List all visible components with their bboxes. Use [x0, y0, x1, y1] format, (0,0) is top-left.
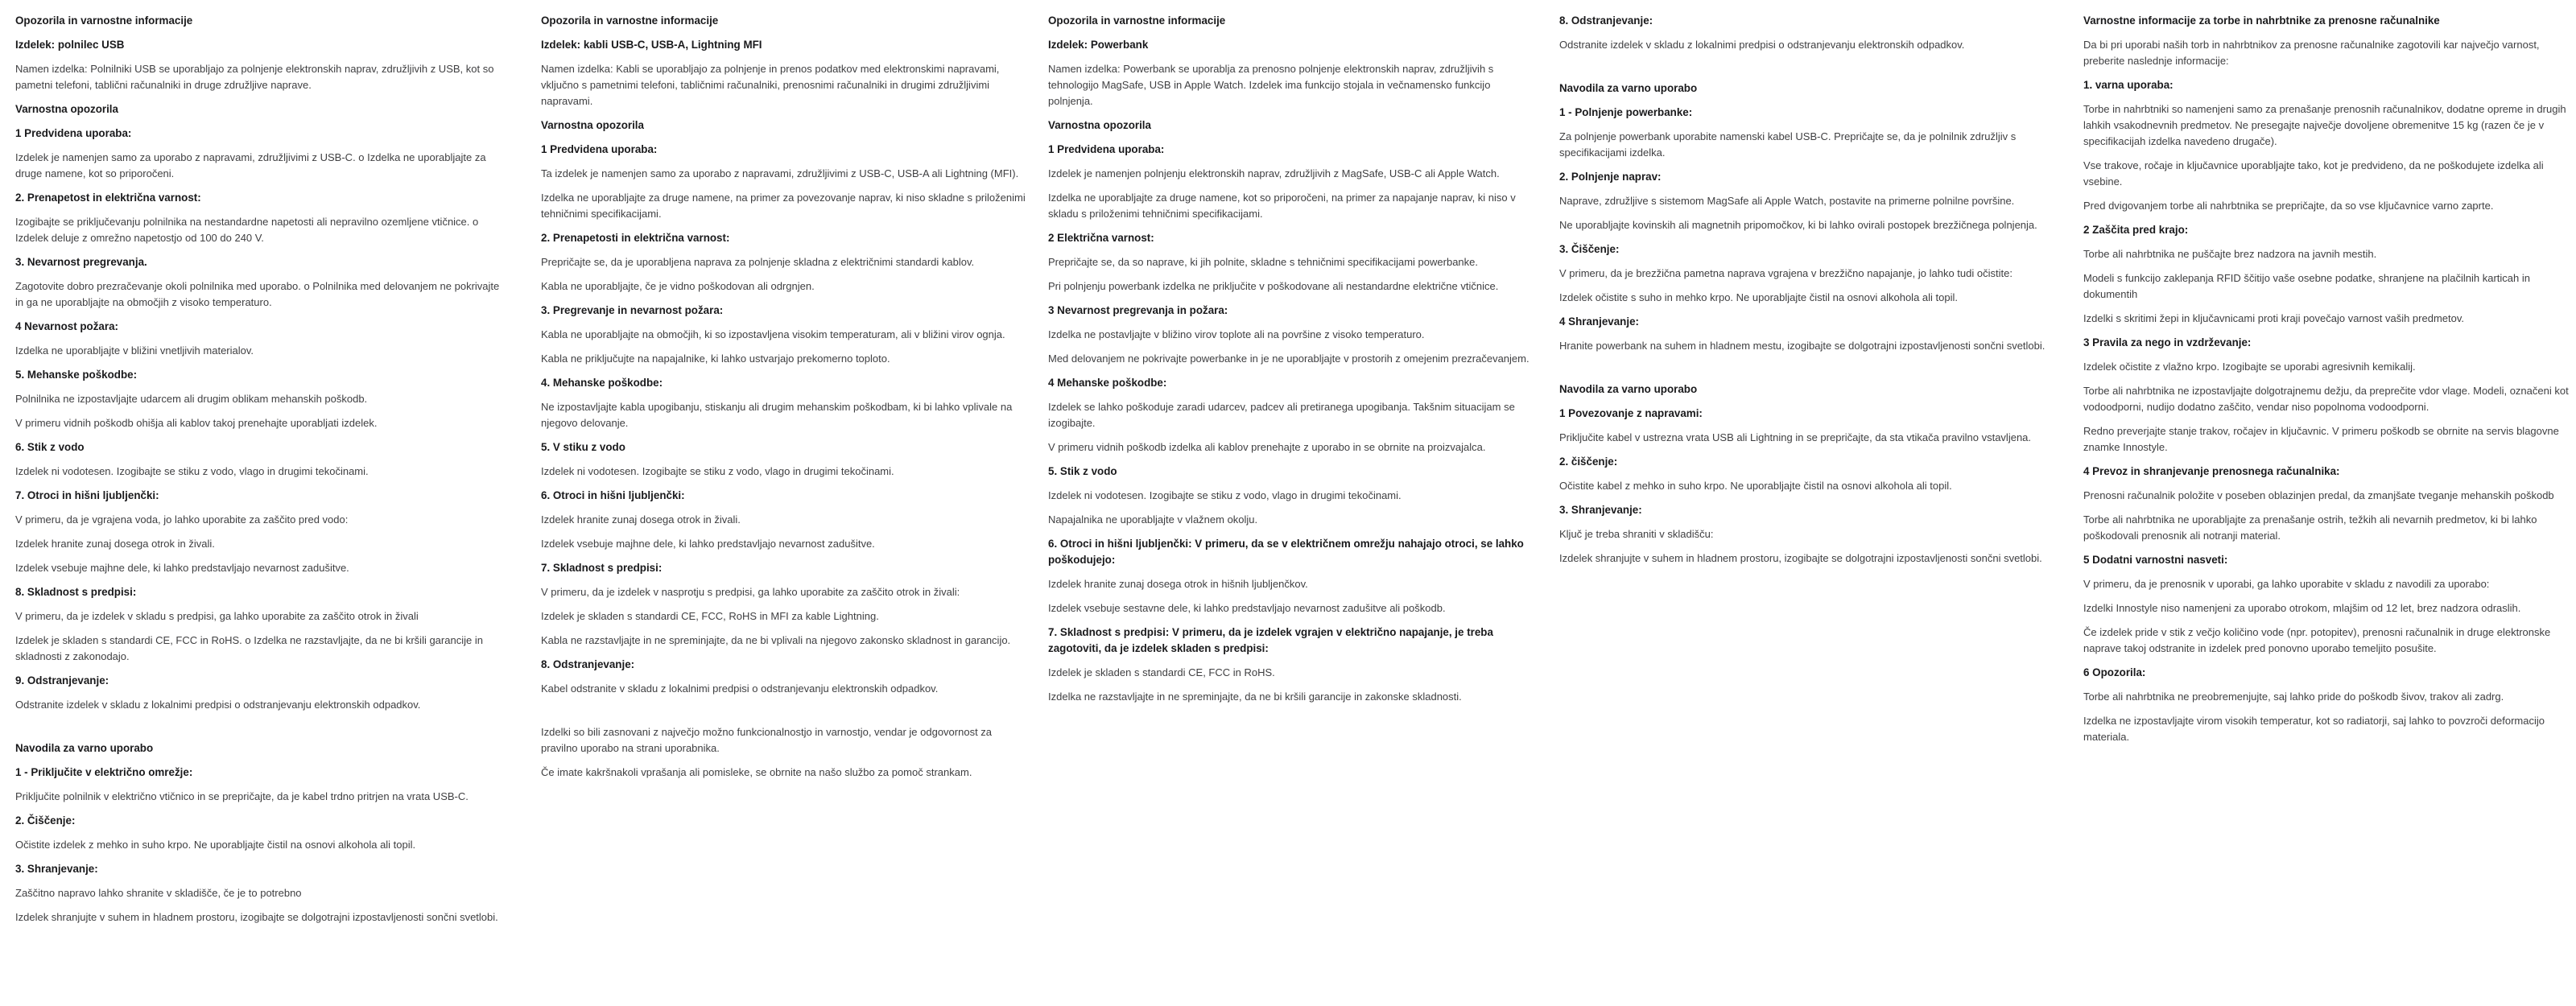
heading: 6. Stik z vodo	[15, 441, 85, 453]
heading: Varnostna opozorila	[15, 103, 118, 115]
heading: 5. Mehanske poškodbe:	[15, 369, 138, 381]
heading: 3 Pravila za nego in vzdrževanje:	[2083, 336, 2252, 348]
heading: 5. V stiku z vodo	[541, 441, 625, 453]
paragraph: Izdelka ne uporabljajte za druge namene, kot so priporočeni, na primer za napajanje naprav, ki niso v skladu s priloženimi tehničnimi specifikacijami.	[1048, 192, 1516, 220]
heading: 1 Predvidena uporaba:	[15, 127, 132, 139]
paragraph: Torbe ali nahrbtnika ne uporabljajte za prenašanje ostrih, težkih ali nevarnih predmetov, ki bi lahko poškodovali prenosnik ali notranji material.	[2083, 513, 2537, 542]
heading: 8. Odstranjevanje:	[541, 658, 635, 670]
paragraph: Izdelki s skritimi žepi in ključavnicami proti kraji povečajo varnost vaših predmetov.	[2083, 312, 2464, 324]
paragraph: Pri polnjenju powerbank izdelka ne priključite v poškodovane ali nestandardne električne vtičnice.	[1048, 280, 1499, 292]
paragraph: Izdelek se lahko poškoduje zaradi udarcev, padcev ali pretiranega upogibanja. Takšnim situacijam se izogibajte.	[1048, 401, 1515, 429]
heading: 3. Shranjevanje:	[15, 863, 98, 875]
column-powerbank	[1048, 13, 1536, 713]
paragraph: Torbe ali nahrbtnika ne izpostavljajte dolgotrajnemu dežju, da preprečite vdor vlage. Modeli, označeni kot vodoodporni, nudijo dodatno zaščito, vendar niso popolnoma vodoodporni.	[2083, 385, 2569, 413]
paragraph: Za polnjenje powerbank uporabite namenski kabel USB-C. Prepričajte se, da je polnilnik združljiv s specifikacijami izdelka.	[1559, 130, 2017, 159]
column-usb-charger	[15, 13, 503, 934]
paragraph: Zaščitno napravo lahko shranite v skladišče, če je to potrebno	[15, 887, 302, 899]
paragraph: Izdelek hranite zunaj dosega otrok in živali.	[541, 513, 741, 526]
paragraph: Izdelek shranjujte v suhem in hladnem prostoru, izogibajte se dolgotrajni izpostavljenosti sončni svetlobi.	[1559, 552, 2042, 564]
paragraph: Izdelek je skladen s standardi CE, FCC in RoHS.	[1048, 666, 1275, 678]
paragraph: Izdelek očistite z vlažno krpo. Izogibajte se uporabi agresivnih kemikalij.	[2083, 361, 2416, 373]
heading: 4. Mehanske poškodbe:	[541, 377, 663, 389]
heading: Navodila za varno uporabo	[1559, 82, 1698, 94]
paragraph: Prenosni računalnik položite v poseben oblazinjen predal, da zmanjšate tveganje mehanskih poškodb	[2083, 489, 2554, 501]
paragraph: V primeru vidnih poškodb ohišja ali kablov takoj prenehajte uporabljati izdelek.	[15, 417, 378, 429]
paragraph: Izdelek ni vodotesen. Izogibajte se stiku z vodo, vlago in drugimi tekočinami.	[541, 465, 894, 477]
column-laptop-bags	[2083, 13, 2571, 753]
paragraph: Ta izdelek je namenjen samo za uporabo z napravami, združljivimi z USB-C, USB-A ali Lightning (MFI).	[541, 167, 1019, 179]
paragraph: Izdelka ne razstavljajte in ne spreminjajte, da ne bi kršili garancije in zakonske skladnosti.	[1048, 691, 1462, 703]
paragraph: Zagotovite dobro prezračevanje okoli polnilnika med uporabo. o Polnilnika med delovanjem ne pokrivajte in ga ne uporabljajte na območjih z visoko temperaturo.	[15, 280, 500, 308]
heading: 3. Shranjevanje:	[1559, 504, 1642, 516]
paragraph: Ključ je treba shraniti v skladišču:	[1559, 528, 1714, 540]
column-powerbank-and-cable-instructions	[1559, 13, 2047, 575]
section-gap	[1559, 61, 2047, 80]
paragraph: Izdelka ne uporabljajte za druge namene, na primer za povezovanje naprav, ki niso skladne s priloženimi tehničnimi specifikacijami.	[541, 192, 1026, 220]
paragraph: V primeru, da je vgrajena voda, jo lahko uporabite za zaščito pred vodo:	[15, 513, 349, 526]
heading: 1 Predvidena uporaba:	[1048, 143, 1165, 155]
column-usb-cables	[541, 13, 1029, 789]
heading: 2. Čiščenje:	[15, 814, 76, 827]
heading: 6 Opozorila:	[2083, 666, 2146, 678]
paragraph: Odstranite izdelek v skladu z lokalnimi predpisi o odstranjevanju elektronskih odpadkov.	[15, 699, 421, 711]
heading: 2. čiščenje:	[1559, 456, 1618, 468]
paragraph: Prepričajte se, da je uporabljena naprava za polnjenje skladna z električnimi standardi kablov.	[541, 256, 975, 268]
paragraph: Ne izpostavljajte kabla upogibanju, stiskanju ali drugim mehanskim poškodbam, ki bi lahko vplivale na njegovo delovanje.	[541, 401, 1013, 429]
paragraph: Izdelek hranite zunaj dosega otrok in hišnih ljubljenčkov.	[1048, 578, 1308, 590]
heading: 3 Nevarnost pregrevanja in požara:	[1048, 304, 1228, 316]
heading: Izdelek: Powerbank	[1048, 39, 1149, 51]
heading: Opozorila in varnostne informacije	[15, 14, 193, 27]
paragraph: Izdelek je skladen s standardi CE, FCC, RoHS in MFI za kable Lightning.	[541, 610, 879, 622]
paragraph: Izdelek je skladen s standardi CE, FCC in RoHS. o Izdelka ne razstavljajte, da ne bi kršili garancije in skladnosti z zakonodajo.	[15, 634, 483, 662]
heading: 2 Zaščita pred krajo:	[2083, 224, 2189, 236]
paragraph: Izdelek vsebuje majhne dele, ki lahko predstavljajo nevarnost zadušitve.	[541, 538, 875, 550]
paragraph: Namen izdelka: Polnilniki USB se uporabljajo za polnjenje elektronskih naprav, združljivih z USB, kot so pametni telefoni, tablični računalniki in druge združljive naprave.	[15, 63, 494, 91]
heading: 1 - Polnjenje powerbanke:	[1559, 106, 1693, 118]
heading: 5 Dodatni varnostni nasveti:	[2083, 554, 2228, 566]
paragraph: Hranite powerbank na suhem in hladnem mestu, izogibajte se dolgotrajni izpostavljenosti sončni svetlobi.	[1559, 340, 2046, 352]
heading: Varnostna opozorila	[541, 119, 644, 131]
paragraph: Priključite polnilnik v električno vtičnico in se prepričajte, da je kabel trdno pritrjen na vrata USB-C.	[15, 790, 469, 802]
paragraph: Redno preverjajte stanje trakov, ročajev in ključavnic. V primeru poškodb se obrnite na servis blagovne znamke Innostyle.	[2083, 425, 2559, 453]
heading: 9. Odstranjevanje:	[15, 674, 109, 686]
paragraph: V primeru vidnih poškodb izdelka ali kablov prenehajte z uporabo in se obrnite na proizvajalca.	[1048, 441, 1486, 453]
paragraph: Kabla ne uporabljajte na območjih, ki so izpostavljena visokim temperaturam, ali v bližini virov ognja.	[541, 328, 1005, 340]
paragraph: Namen izdelka: Powerbank se uporablja za prenosno polnjenje elektronskih naprav, združljivih s tehnologijo MagSafe, USB in Apple Watch. Izdelek ima funkcijo stojala in večnamensko funkcijo polnjenja.	[1048, 63, 1494, 107]
paragraph: Priključite kabel v ustrezna vrata USB ali Lightning in se prepričajte, da sta vtikača pravilno vstavljena.	[1559, 431, 2032, 443]
heading: 2. Prenapetosti in električna varnost:	[541, 232, 730, 244]
paragraph: Polnilnika ne izpostavljajte udarcem ali drugim oblikam mehanskih poškodb.	[15, 393, 368, 405]
section-gap	[15, 721, 503, 740]
paragraph: Namen izdelka: Kabli se uporabljajo za polnjenje in prenos podatkov med elektronskimi napravami, vključno s pametnimi telefoni, tabličnimi računalniki, prenosnimi računalniki in drugimi združljivimi napravami.	[541, 63, 1000, 107]
heading: 2. Polnjenje naprav:	[1559, 171, 1662, 183]
paragraph: Ne uporabljajte kovinskih ali magnetnih pripomočkov, ki bi lahko ovirali postopek brezžičnega polnjenja.	[1559, 219, 2037, 231]
paragraph: Izdelka ne izpostavljajte virom visokih temperatur, kot so radiatorji, saj lahko to povzroči deformacijo materiala.	[2083, 715, 2545, 743]
section-gap	[1559, 362, 2047, 381]
heading: Izdelek: kabli USB-C, USB-A, Lightning MFI	[541, 39, 762, 51]
paragraph: Izdelek je namenjen samo za uporabo z napravami, združljivimi z USB-C. o Izdelka ne uporabljajte za druge namene, kot so priporočeni.	[15, 151, 486, 179]
paragraph: V primeru, da je izdelek v nasprotju s predpisi, ga lahko uporabite za zaščito otrok in živali:	[541, 586, 960, 598]
paragraph: Modeli s funkcijo zaklepanja RFID ščitijo vaše osebne podatke, shranjene na plačilnih karticah in dokumentih	[2083, 272, 2530, 300]
heading: 3. Čiščenje:	[1559, 243, 1620, 255]
heading: 6. Otroci in hišni ljubljenčki:	[541, 489, 685, 501]
heading: 7. Skladnost s predpisi: V primeru, da je izdelek vgrajen v električno napajanje, je treba zagotoviti, da je izdelek skladen s predpisi:	[1048, 626, 1493, 654]
heading: 2. Prenapetost in električna varnost:	[15, 192, 201, 204]
paragraph: Izdelka ne uporabljajte v bližini vnetljivih materialov.	[15, 344, 254, 357]
paragraph: V primeru, da je izdelek v skladu s predpisi, ga lahko uporabite za zaščito otrok in živali	[15, 610, 419, 622]
heading: 2 Električna varnost:	[1048, 232, 1154, 244]
heading: 8. Odstranjevanje:	[1559, 14, 1653, 27]
heading: 1 Povezovanje z napravami:	[1559, 407, 1703, 419]
heading: 6. Otroci in hišni ljubljenčki: V primeru, da se v električnem omrežju nahajajo otroci, se lahko poškodujejo:	[1048, 538, 1524, 566]
paragraph: Kabla ne razstavljajte in ne spreminjajte, da ne bi vplivali na njegovo zakonsko skladnost in garancijo.	[541, 634, 1011, 646]
heading: Navodila za varno uporabo	[15, 742, 154, 754]
paragraph: Vse trakove, ročaje in ključavnice uporabljajte tako, kot je predvideno, da ne poškodujete izdelka ali vsebine.	[2083, 159, 2544, 188]
paragraph: Očistite kabel z mehko in suho krpo. Ne uporabljajte čistil na osnovi alkohola ali topil.	[1559, 480, 1952, 492]
paragraph: Izdelek vsebuje sestavne dele, ki lahko predstavljajo nevarnost zadušitve ali poškodb.	[1048, 602, 1446, 614]
heading: Izdelek: polnilec USB	[15, 39, 125, 51]
paragraph: Torbe ali nahrbtnika ne preobremenjujte, saj lahko pride do poškodb šivov, trakov ali zadrg.	[2083, 691, 2504, 703]
heading: 4 Mehanske poškodbe:	[1048, 377, 1167, 389]
heading: 3. Pregrevanje in nevarnost požara:	[541, 304, 724, 316]
heading: 8. Skladnost s predpisi:	[15, 586, 137, 598]
heading: Varnostne informacije za torbe in nahrbtnike za prenosne računalnike	[2083, 14, 2440, 27]
paragraph: Kabla ne priključujte na napajalnike, ki lahko ustvarjajo prekomerno toploto.	[541, 353, 890, 365]
paragraph: Da bi pri uporabi naših torb in nahrbtnikov za prenosne računalnike zagotovili kar največjo varnost, preberite naslednje informacije:	[2083, 39, 2540, 67]
heading: 4 Shranjevanje:	[1559, 315, 1639, 328]
paragraph: Izdelek hranite zunaj dosega otrok in živali.	[15, 538, 215, 550]
paragraph: Izdelki Innostyle niso namenjeni za uporabo otrokom, mlajšim od 12 let, brez nadzora odraslih.	[2083, 602, 2521, 614]
paragraph: Očistite izdelek z mehko in suho krpo. Ne uporabljajte čistil na osnovi alkohola ali topil.	[15, 839, 416, 851]
heading: 3. Nevarnost pregrevanja.	[15, 256, 147, 268]
paragraph: Kabel odstranite v skladu z lokalnimi predpisi o odstranjevanju elektronskih odpadkov.	[541, 682, 939, 695]
paragraph: Odstranite izdelek v skladu z lokalnimi predpisi o odstranjevanju elektronskih odpadkov.	[1559, 39, 1965, 51]
paragraph: Izdelek ni vodotesen. Izogibajte se stiku z vodo, vlago in drugimi tekočinami.	[1048, 489, 1402, 501]
paragraph: Izdelek očistite s suho in mehko krpo. Ne uporabljajte čistil na osnovi alkohola ali topil.	[1559, 291, 1958, 303]
paragraph: Izdelek vsebuje majhne dele, ki lahko predstavljajo nevarnost zadušitve.	[15, 562, 349, 574]
heading: Opozorila in varnostne informacije	[541, 14, 719, 27]
paragraph: Torbe ali nahrbtnika ne puščajte brez nadzora na javnih mestih.	[2083, 248, 2377, 260]
paragraph: V primeru, da je brezžična pametna naprava vgrajena v brezžično napajanje, jo lahko tudi očistite:	[1559, 267, 2013, 279]
paragraph: Kabla ne uporabljajte, če je vidno poškodovan ali odrgnjen.	[541, 280, 815, 292]
heading: 1 - Priključite v električno omrežje:	[15, 766, 193, 778]
heading: Opozorila in varnostne informacije	[1048, 14, 1226, 27]
paragraph: Med delovanjem ne pokrivajte powerbanke in je ne uporabljajte v prostorih z omejenim prezračevanjem.	[1048, 353, 1530, 365]
paragraph: Če imate kakršnakoli vprašanja ali pomisleke, se obrnite na našo službo za pomoč strankam.	[541, 766, 972, 778]
paragraph: Če izdelek pride v stik z večjo količino vode (npr. potopitev), prenosni računalnik in druge elektronske naprave takoj odstranite in izdelek pred ponovno uporabo temeljito posušite.	[2083, 626, 2551, 654]
paragraph: Naprave, združljive s sistemom MagSafe ali Apple Watch, postavite na primerne polnilne površine.	[1559, 195, 2015, 207]
paragraph: Napajalnika ne uporabljajte v vlažnem okolju.	[1048, 513, 1258, 526]
paragraph: Pred dvigovanjem torbe ali nahrbtnika se prepričajte, da so vse ključavnice varno zaprte.	[2083, 200, 2494, 212]
heading: 4 Nevarnost požara:	[15, 320, 118, 332]
heading: 4 Prevoz in shranjevanje prenosnega računalnika:	[2083, 465, 2340, 477]
paragraph: Izdelek ni vodotesen. Izogibajte se stiku z vodo, vlago in drugimi tekočinami.	[15, 465, 369, 477]
heading: 7. Skladnost s predpisi:	[541, 562, 663, 574]
paragraph: Torbe in nahrbtniki so namenjeni samo za prenašanje prenosnih računalnikov, dodatne opreme in drugih lahkih vsakodnevnih predmetov. Ne presegajte največje dovoljene obremenitve 15 kg (razen če je v specifikacijah izdelka navedeno drugače).	[2083, 103, 2566, 147]
heading: 1 Predvidena uporaba:	[541, 143, 658, 155]
paragraph: Prepričajte se, da so naprave, ki jih polnite, skladne s tehničnimi specifikacijami powerbanke.	[1048, 256, 1478, 268]
heading: 7. Otroci in hišni ljubljenčki:	[15, 489, 159, 501]
section-gap	[541, 705, 1029, 724]
paragraph: V primeru, da je prenosnik v uporabi, ga lahko uporabite v skladu z navodili za uporabo:	[2083, 578, 2490, 590]
paragraph: Izogibajte se priključevanju polnilnika na nestandardne napetosti ali nepravilno ozemljene vtičnice. o Izdelek deluje z omrežno napetostjo od 100 do 240 V.	[15, 216, 479, 244]
paragraph: Izdelek je namenjen polnjenju elektronskih naprav, združljivih z MagSafe, USB-C ali Apple Watch.	[1048, 167, 1500, 179]
heading: 5. Stik z vodo	[1048, 465, 1117, 477]
heading: 1. varna uporaba:	[2083, 79, 2174, 91]
heading: Varnostna opozorila	[1048, 119, 1151, 131]
paragraph: Izdelka ne postavljajte v bližino virov toplote ali na površine z visoko temperaturo.	[1048, 328, 1425, 340]
paragraph: Izdelek shranjujte v suhem in hladnem prostoru, izogibajte se dolgotrajni izpostavljenosti sončni svetlobi.	[15, 911, 498, 923]
heading: Navodila za varno uporabo	[1559, 383, 1698, 395]
paragraph: Izdelki so bili zasnovani z največjo možno funkcionalnostjo in varnostjo, vendar je odgovornost za pravilno uporabo na strani uporabnika.	[541, 726, 993, 754]
